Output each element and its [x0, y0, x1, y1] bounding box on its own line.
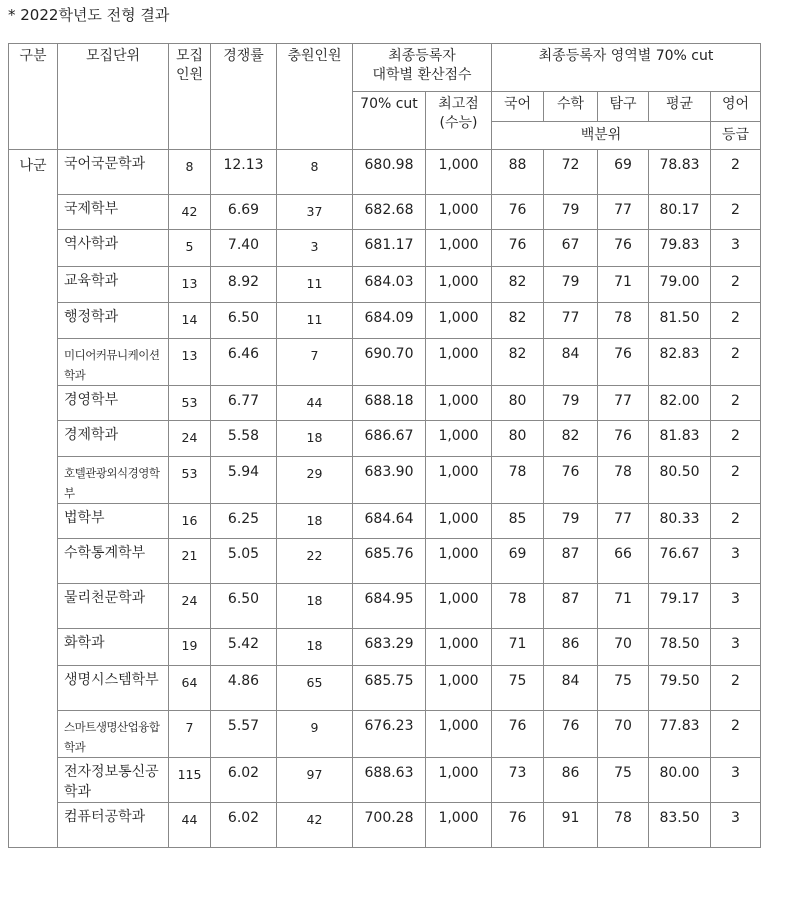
- cut70-cell: 685.75: [353, 666, 426, 711]
- inquiry-cell: 76: [598, 339, 649, 386]
- table-row: [9, 629, 761, 666]
- inquiry-cell: 77: [598, 195, 649, 230]
- header-grade: 등급: [711, 122, 761, 150]
- unit-cell: 화학과: [58, 629, 169, 666]
- extra-cell: 18: [277, 421, 353, 457]
- inquiry-cell: 78: [598, 803, 649, 848]
- english-cell: 2: [711, 303, 761, 339]
- korean-cell: 88: [492, 150, 544, 195]
- cut70-cell: 684.09: [353, 303, 426, 339]
- extra-cell: 9: [277, 711, 353, 758]
- extra-cell: 18: [277, 584, 353, 629]
- ratio-cell: 6.02: [211, 758, 277, 803]
- english-cell: 3: [711, 539, 761, 584]
- cut70-cell: 688.18: [353, 386, 426, 421]
- unit-cell: 경제학과: [58, 421, 169, 457]
- english-cell: 3: [711, 803, 761, 848]
- unit-cell: 수학통계학부: [58, 539, 169, 584]
- ratio-cell: 5.57: [211, 711, 277, 758]
- ratio-cell: 6.02: [211, 803, 277, 848]
- ratio-cell: 5.94: [211, 457, 277, 504]
- max-cell: 1,000: [426, 421, 492, 457]
- cut70-cell: 688.63: [353, 758, 426, 803]
- math-cell: 87: [544, 539, 598, 584]
- korean-cell: 78: [492, 457, 544, 504]
- quota-cell: 13: [169, 267, 211, 303]
- table-row: [9, 421, 761, 457]
- unit-cell: 경영학부: [58, 386, 169, 421]
- math-cell: 79: [544, 267, 598, 303]
- inquiry-cell: 66: [598, 539, 649, 584]
- math-cell: 79: [544, 504, 598, 539]
- korean-cell: 82: [492, 267, 544, 303]
- quota-cell: 42: [169, 195, 211, 230]
- korean-cell: 76: [492, 195, 544, 230]
- math-cell: 67: [544, 230, 598, 267]
- header-area-cut: 최종등록자 영역별 70% cut: [492, 44, 761, 92]
- average-cell: 82.83: [649, 339, 711, 386]
- korean-cell: 76: [492, 711, 544, 758]
- korean-cell: 76: [492, 230, 544, 267]
- header-quota: 모집 인원: [169, 44, 211, 150]
- table-row: [9, 539, 761, 584]
- max-cell: 1,000: [426, 267, 492, 303]
- cut70-cell: 700.28: [353, 803, 426, 848]
- table-row: [9, 150, 761, 195]
- average-cell: 78.83: [649, 150, 711, 195]
- english-cell: 2: [711, 711, 761, 758]
- table-body: [9, 150, 761, 848]
- max-cell: 1,000: [426, 711, 492, 758]
- unit-cell: 법학부: [58, 504, 169, 539]
- cut70-cell: 685.76: [353, 539, 426, 584]
- inquiry-cell: 71: [598, 267, 649, 303]
- extra-cell: 7: [277, 339, 353, 386]
- korean-cell: 69: [492, 539, 544, 584]
- max-cell: 1,000: [426, 195, 492, 230]
- ratio-cell: 6.77: [211, 386, 277, 421]
- table-row: [9, 267, 761, 303]
- unit-cell: 국제학부: [58, 195, 169, 230]
- unit-cell: 전자정보통신공학과: [58, 758, 169, 803]
- extra-cell: 29: [277, 457, 353, 504]
- average-cell: 79.17: [649, 584, 711, 629]
- table-row: [9, 457, 761, 504]
- max-cell: 1,000: [426, 303, 492, 339]
- extra-cell: 22: [277, 539, 353, 584]
- inquiry-cell: 75: [598, 758, 649, 803]
- quota-cell: 5: [169, 230, 211, 267]
- inquiry-cell: 78: [598, 303, 649, 339]
- quota-cell: 16: [169, 504, 211, 539]
- extra-cell: 11: [277, 303, 353, 339]
- extra-cell: 37: [277, 195, 353, 230]
- max-cell: 1,000: [426, 758, 492, 803]
- ratio-cell: 6.46: [211, 339, 277, 386]
- max-cell: 1,000: [426, 230, 492, 267]
- extra-cell: 97: [277, 758, 353, 803]
- unit-cell: 국어국문학과: [58, 150, 169, 195]
- cut70-cell: 683.29: [353, 629, 426, 666]
- english-cell: 2: [711, 267, 761, 303]
- max-cell: 1,000: [426, 539, 492, 584]
- header-average: 평균: [649, 92, 711, 122]
- english-cell: 3: [711, 584, 761, 629]
- cut70-cell: 690.70: [353, 339, 426, 386]
- average-cell: 79.50: [649, 666, 711, 711]
- inquiry-cell: 69: [598, 150, 649, 195]
- ratio-cell: 7.40: [211, 230, 277, 267]
- header-extra: 충원인원: [277, 44, 353, 150]
- math-cell: 84: [544, 339, 598, 386]
- math-cell: 79: [544, 386, 598, 421]
- header-unit: 모집단위: [58, 44, 169, 150]
- average-cell: 80.33: [649, 504, 711, 539]
- extra-cell: 42: [277, 803, 353, 848]
- inquiry-cell: 78: [598, 457, 649, 504]
- ratio-cell: 5.05: [211, 539, 277, 584]
- average-cell: 78.50: [649, 629, 711, 666]
- korean-cell: 85: [492, 504, 544, 539]
- unit-cell: 미디어커뮤니케이션학과: [58, 339, 169, 386]
- ratio-cell: 5.42: [211, 629, 277, 666]
- unit-cell: 교육학과: [58, 267, 169, 303]
- inquiry-cell: 70: [598, 629, 649, 666]
- unit-cell: 물리천문학과: [58, 584, 169, 629]
- average-cell: 80.00: [649, 758, 711, 803]
- max-cell: 1,000: [426, 339, 492, 386]
- cut70-cell: 683.90: [353, 457, 426, 504]
- average-cell: 79.00: [649, 267, 711, 303]
- english-cell: 2: [711, 504, 761, 539]
- ratio-cell: 6.25: [211, 504, 277, 539]
- korean-cell: 80: [492, 386, 544, 421]
- inquiry-cell: 77: [598, 504, 649, 539]
- max-cell: 1,000: [426, 457, 492, 504]
- average-cell: 81.83: [649, 421, 711, 457]
- quota-cell: 64: [169, 666, 211, 711]
- unit-cell: 역사학과: [58, 230, 169, 267]
- math-cell: 91: [544, 803, 598, 848]
- unit-cell: 생명시스템학부: [58, 666, 169, 711]
- cut70-cell: 686.67: [353, 421, 426, 457]
- korean-cell: 75: [492, 666, 544, 711]
- quota-cell: 14: [169, 303, 211, 339]
- korean-cell: 82: [492, 339, 544, 386]
- english-cell: 3: [711, 629, 761, 666]
- ratio-cell: 4.86: [211, 666, 277, 711]
- table-row: [9, 504, 761, 539]
- average-cell: 76.67: [649, 539, 711, 584]
- header-percentile: 백분위: [492, 122, 711, 150]
- korean-cell: 71: [492, 629, 544, 666]
- unit-cell: 컴퓨터공학과: [58, 803, 169, 848]
- math-cell: 86: [544, 758, 598, 803]
- english-cell: 2: [711, 150, 761, 195]
- korean-cell: 73: [492, 758, 544, 803]
- header-english: 영어: [711, 92, 761, 122]
- unit-cell: 호텔관광외식경영학부: [58, 457, 169, 504]
- ratio-cell: 5.58: [211, 421, 277, 457]
- math-cell: 76: [544, 711, 598, 758]
- math-cell: 82: [544, 421, 598, 457]
- ratio-cell: 6.69: [211, 195, 277, 230]
- average-cell: 82.00: [649, 386, 711, 421]
- math-cell: 76: [544, 457, 598, 504]
- average-cell: 79.83: [649, 230, 711, 267]
- max-cell: 1,000: [426, 584, 492, 629]
- header-max: 최고점 (수능): [426, 92, 492, 150]
- english-cell: 2: [711, 457, 761, 504]
- math-cell: 72: [544, 150, 598, 195]
- header-ratio: 경쟁률: [211, 44, 277, 150]
- table-row: [9, 303, 761, 339]
- average-cell: 81.50: [649, 303, 711, 339]
- english-cell: 2: [711, 386, 761, 421]
- math-cell: 77: [544, 303, 598, 339]
- math-cell: 84: [544, 666, 598, 711]
- unit-cell: 스마트생명산업융합학과: [58, 711, 169, 758]
- max-cell: 1,000: [426, 150, 492, 195]
- math-cell: 87: [544, 584, 598, 629]
- inquiry-cell: 76: [598, 421, 649, 457]
- quota-cell: 53: [169, 386, 211, 421]
- max-cell: 1,000: [426, 666, 492, 711]
- max-cell: 1,000: [426, 629, 492, 666]
- english-cell: 3: [711, 230, 761, 267]
- header-math: 수학: [544, 92, 598, 122]
- ratio-cell: 6.50: [211, 584, 277, 629]
- max-cell: 1,000: [426, 386, 492, 421]
- extra-cell: 3: [277, 230, 353, 267]
- inquiry-cell: 70: [598, 711, 649, 758]
- table-row: [9, 584, 761, 629]
- english-cell: 2: [711, 195, 761, 230]
- header-cut70: 70% cut: [353, 92, 426, 150]
- cut70-cell: 684.03: [353, 267, 426, 303]
- admission-results-table: [8, 43, 761, 848]
- header-inquiry: 탐구: [598, 92, 649, 122]
- table-row: [9, 195, 761, 230]
- math-cell: 86: [544, 629, 598, 666]
- ratio-cell: 8.92: [211, 267, 277, 303]
- english-cell: 2: [711, 666, 761, 711]
- inquiry-cell: 77: [598, 386, 649, 421]
- header-korean: 국어: [492, 92, 544, 122]
- quota-cell: 21: [169, 539, 211, 584]
- unit-cell: 행정학과: [58, 303, 169, 339]
- extra-cell: 44: [277, 386, 353, 421]
- quota-cell: 24: [169, 421, 211, 457]
- page-caption: * 2022학년도 전형 결과: [8, 6, 170, 24]
- cut70-cell: 680.98: [353, 150, 426, 195]
- header-group: 구분: [9, 44, 58, 150]
- cut70-cell: 684.95: [353, 584, 426, 629]
- inquiry-cell: 75: [598, 666, 649, 711]
- quota-cell: 44: [169, 803, 211, 848]
- quota-cell: 7: [169, 711, 211, 758]
- table-row: [9, 758, 761, 803]
- ratio-cell: 6.50: [211, 303, 277, 339]
- korean-cell: 78: [492, 584, 544, 629]
- quota-cell: 24: [169, 584, 211, 629]
- cut70-cell: 684.64: [353, 504, 426, 539]
- quota-cell: 53: [169, 457, 211, 504]
- table-row: [9, 666, 761, 711]
- table-header: [9, 44, 761, 150]
- max-cell: 1,000: [426, 504, 492, 539]
- extra-cell: 8: [277, 150, 353, 195]
- average-cell: 77.83: [649, 711, 711, 758]
- table-row: [9, 803, 761, 848]
- quota-cell: 115: [169, 758, 211, 803]
- extra-cell: 18: [277, 504, 353, 539]
- max-cell: 1,000: [426, 803, 492, 848]
- quota-cell: 19: [169, 629, 211, 666]
- english-cell: 3: [711, 758, 761, 803]
- math-cell: 79: [544, 195, 598, 230]
- ratio-cell: 12.13: [211, 150, 277, 195]
- cut70-cell: 682.68: [353, 195, 426, 230]
- extra-cell: 11: [277, 267, 353, 303]
- group-cell: 나군: [9, 150, 58, 848]
- extra-cell: 65: [277, 666, 353, 711]
- korean-cell: 80: [492, 421, 544, 457]
- header-final-score: 최종등록자 대학별 환산점수: [353, 44, 492, 92]
- table-row: [9, 386, 761, 421]
- table-row: [9, 230, 761, 267]
- table-row: [9, 711, 761, 758]
- inquiry-cell: 71: [598, 584, 649, 629]
- table-row: [9, 339, 761, 386]
- english-cell: 2: [711, 339, 761, 386]
- korean-cell: 82: [492, 303, 544, 339]
- average-cell: 80.50: [649, 457, 711, 504]
- inquiry-cell: 76: [598, 230, 649, 267]
- cut70-cell: 681.17: [353, 230, 426, 267]
- extra-cell: 18: [277, 629, 353, 666]
- average-cell: 83.50: [649, 803, 711, 848]
- quota-cell: 13: [169, 339, 211, 386]
- quota-cell: 8: [169, 150, 211, 195]
- korean-cell: 76: [492, 803, 544, 848]
- cut70-cell: 676.23: [353, 711, 426, 758]
- average-cell: 80.17: [649, 195, 711, 230]
- english-cell: 2: [711, 421, 761, 457]
